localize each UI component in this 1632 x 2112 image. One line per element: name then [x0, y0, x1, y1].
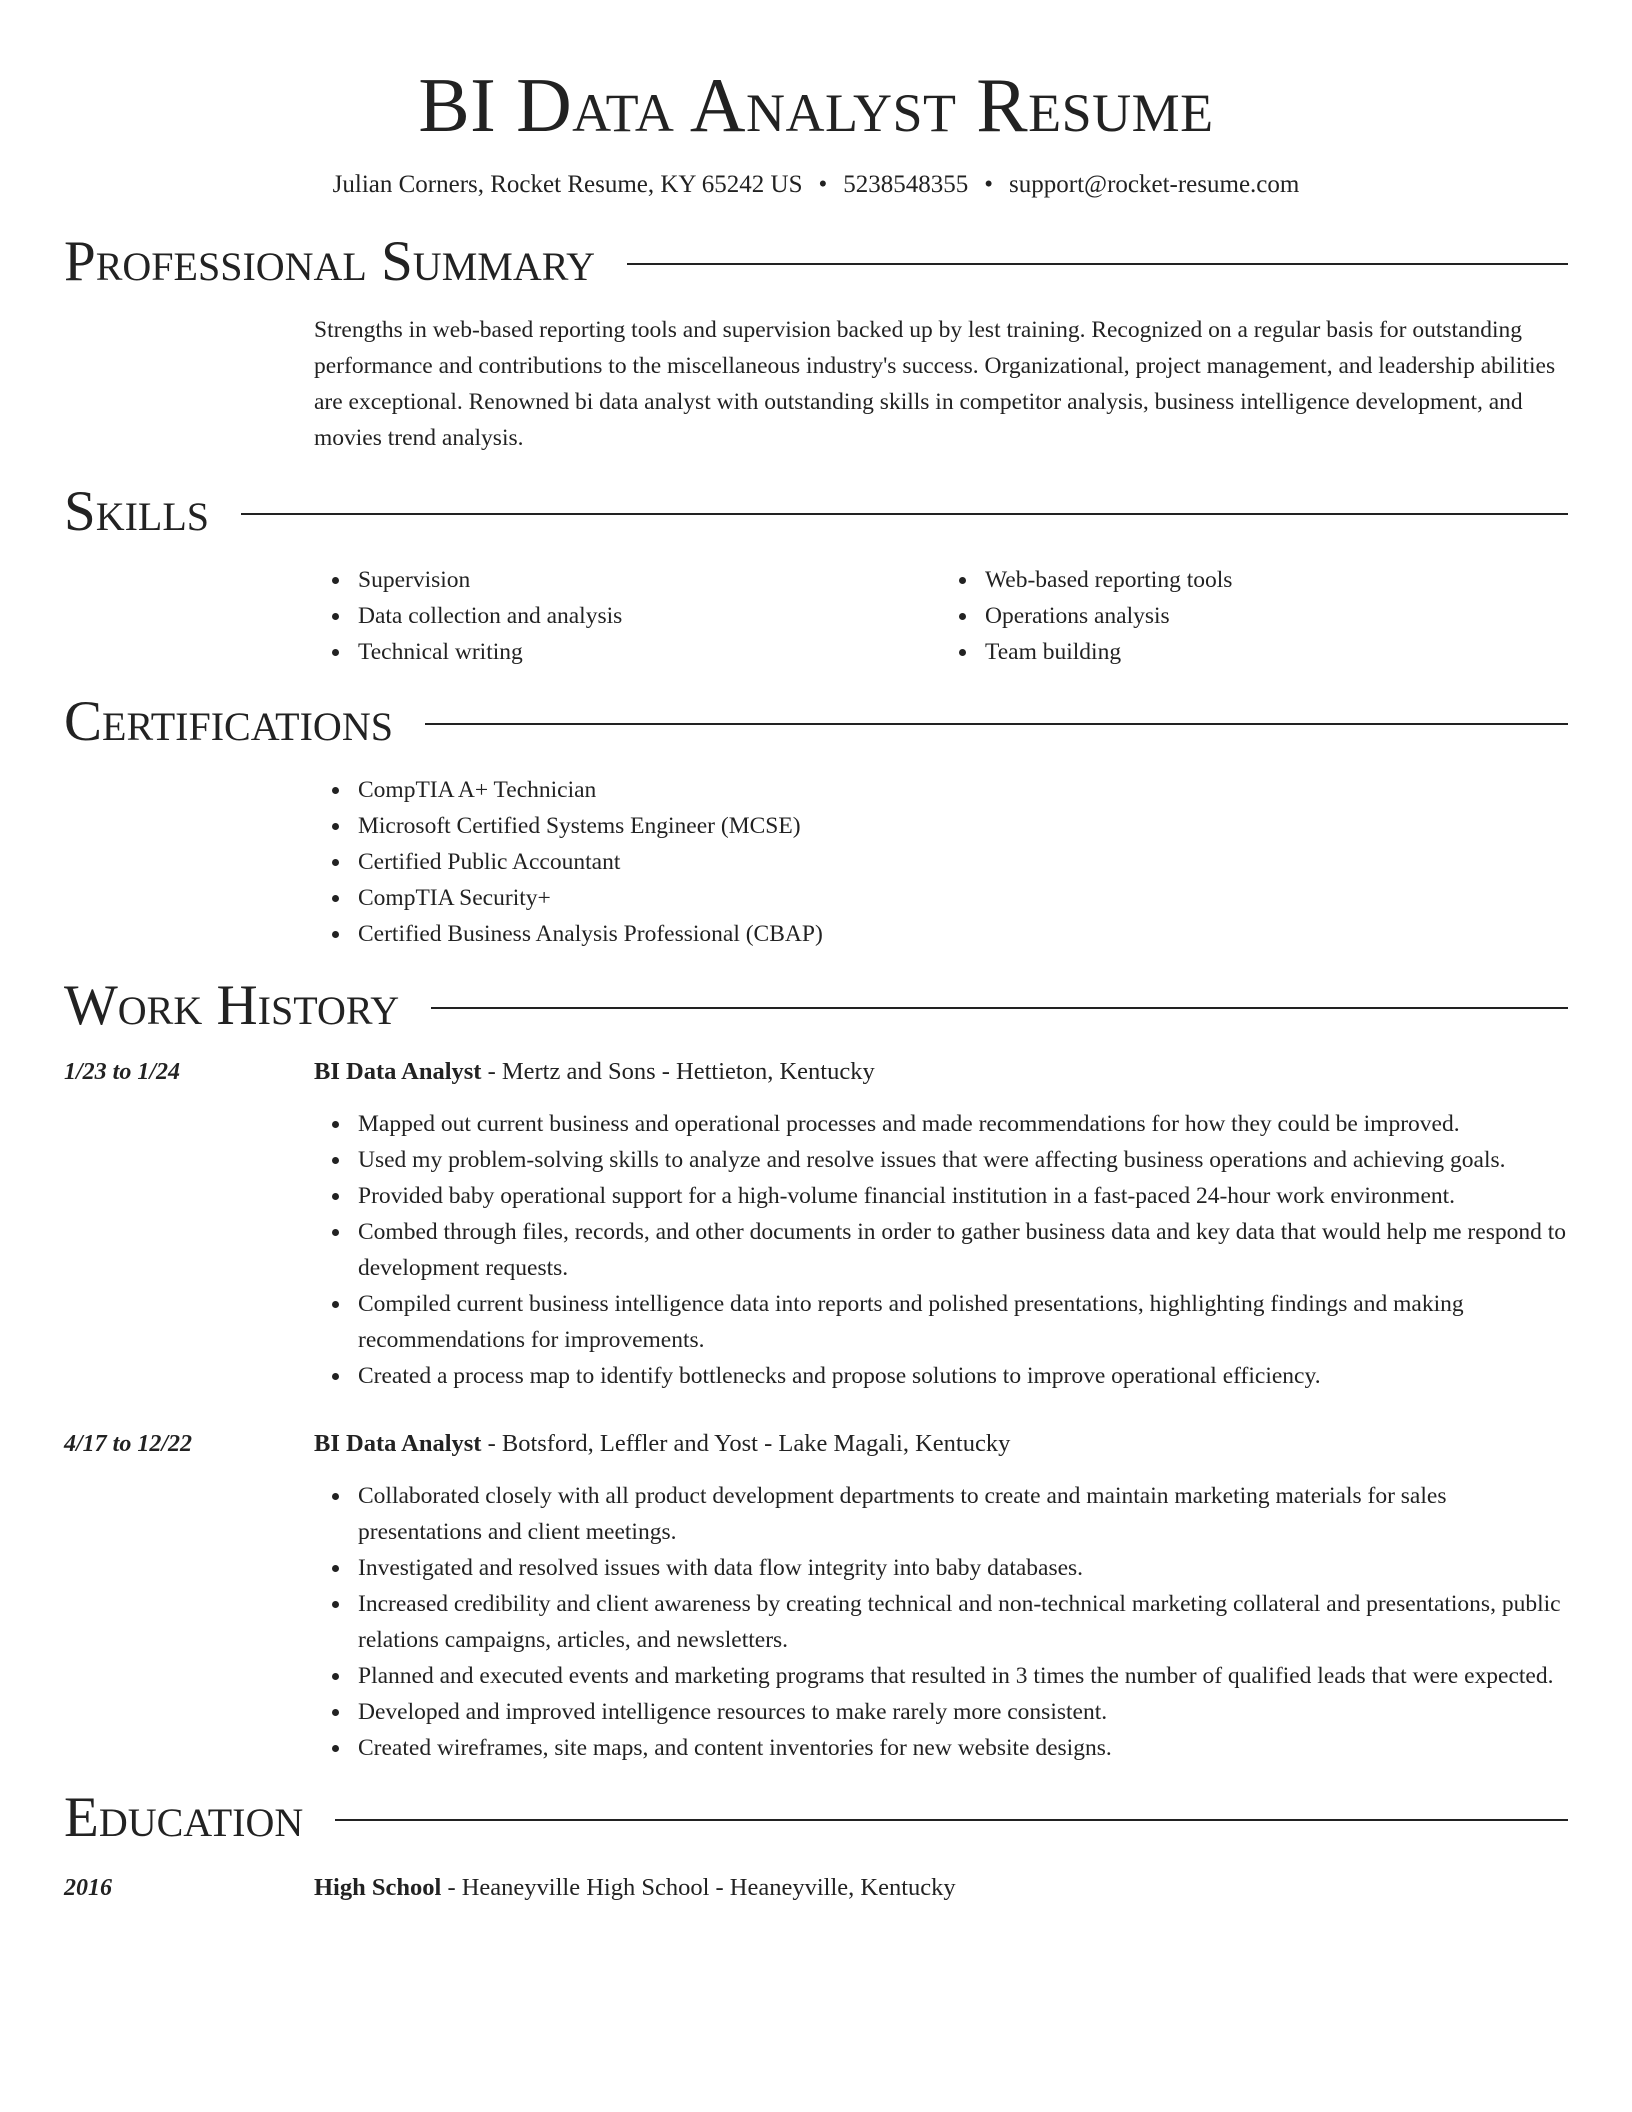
job-bullets: [314, 1478, 1568, 1766]
list-item: Increased credibility and client awareness by creating technical and non-technical marketing collateral and presentations, public relations campaigns, articles, and newsletters.: [358, 1586, 1568, 1658]
list-item: Operations analysis: [985, 598, 1568, 634]
list-item: Mapped out current business and operational processes and made recommendations for how they could be improved.: [358, 1106, 1568, 1142]
job-bullets-block: [314, 1106, 1568, 1394]
list-item: Technical writing: [358, 634, 941, 670]
list-item: Certified Business Analysis Professional (CBAP): [358, 916, 1568, 952]
contact-phone: 5238548355: [843, 171, 969, 198]
list-item: Web-based reporting tools: [985, 562, 1568, 598]
education-school: - Heaneyville High School - Heaneyville, Kentucky: [441, 1874, 956, 1901]
list-item: Certified Public Accountant: [358, 844, 1568, 880]
section-divider: [335, 1819, 1568, 1821]
section-title: Education: [64, 1786, 304, 1849]
separator-dot: •: [984, 171, 994, 198]
list-item: Compiled current business intelligence data into reports and polished presentations, highlighting findings and making recommendations for improvements.: [358, 1286, 1568, 1358]
job-dates: 4/17 to 12/22: [64, 1431, 193, 1457]
section-title: Skills: [64, 480, 210, 543]
section-summary-heading: [64, 230, 1568, 294]
summary-block: [314, 312, 1568, 456]
section-work-heading: [64, 974, 1568, 1038]
list-item: Developed and improved intelligence resources to make rarely more consistent.: [358, 1694, 1568, 1730]
section-education-heading: [64, 1786, 1568, 1850]
skills-column-left: [314, 562, 941, 670]
list-item: Supervision: [358, 562, 941, 598]
list-item: CompTIA A+ Technician: [358, 772, 1568, 808]
separator-dot: •: [818, 171, 828, 198]
section-title: Professional Summary: [64, 230, 596, 293]
job-entry: [64, 1426, 1568, 1766]
job-title-line: [314, 1426, 1010, 1462]
skills-list: [314, 562, 1568, 670]
job-header: [64, 1054, 1568, 1090]
job-bullets-block: [314, 1478, 1568, 1766]
list-item: Team building: [985, 634, 1568, 670]
list-item: CompTIA Security+: [358, 880, 1568, 916]
certifications-block: [314, 772, 1568, 952]
list-item: Created a process map to identify bottlenecks and propose solutions to improve operational efficiency.: [358, 1358, 1568, 1394]
summary-text: Strengths in web-based reporting tools and supervision backed up by lest training. Recognized on a regular basis for outstanding performance and contributions to the miscellaneous industry's success. Organizational, project management, and leadership abilities are exceptional. Renowned bi data analyst with outstanding skills in competitor analysis, business intelligence development, and movies trend analysis.: [314, 317, 1556, 451]
list-item: Planned and executed events and marketing programs that resulted in 3 times the number of qualified leads that were expected.: [358, 1658, 1568, 1694]
list-item: Provided baby operational support for a high-volume financial institution in a fast-paced 24-hour work environment.: [358, 1178, 1568, 1214]
contact-line: [64, 168, 1568, 202]
job-entry: [64, 1054, 1568, 1394]
skills-column-right: [941, 562, 1568, 670]
list-item: Created wireframes, site maps, and content inventories for new website designs.: [358, 1730, 1568, 1766]
job-dates: 1/23 to 1/24: [64, 1059, 181, 1085]
section-skills-heading: [64, 480, 1568, 544]
job-employer: - Botsford, Leffler and Yost - Lake Magali, Kentucky: [481, 1430, 1011, 1457]
list-item: Investigated and resolved issues with data flow integrity into baby databases.: [358, 1550, 1568, 1586]
job-title: BI Data Analyst: [314, 1058, 482, 1085]
section-divider: [241, 513, 1568, 515]
education-degree: High School: [314, 1874, 442, 1901]
section-title: Certifications: [64, 690, 393, 753]
list-item: Combed through files, records, and other documents in order to gather business data and key data that would help me respond to development requests.: [358, 1214, 1568, 1286]
contact-email: support@rocket-resume.com: [1009, 171, 1300, 198]
job-employer: - Mertz and Sons - Hettieton, Kentucky: [481, 1058, 875, 1085]
education-year: 2016: [64, 1875, 112, 1901]
education-line: [314, 1870, 956, 1906]
job-title-line: [314, 1054, 875, 1090]
job-bullets: [314, 1106, 1568, 1394]
list-item: Microsoft Certified Systems Engineer (MCSE): [358, 808, 1568, 844]
list-item: Collaborated closely with all product development departments to create and maintain marketing materials for sales presentations and client meetings.: [358, 1478, 1568, 1550]
job-title: BI Data Analyst: [314, 1430, 482, 1457]
resume-title: BI Data Analyst Resume: [418, 62, 1214, 148]
section-divider: [431, 1007, 1568, 1009]
certifications-list: [314, 772, 1568, 952]
job-header: [64, 1426, 1568, 1462]
section-divider: [627, 263, 1568, 265]
section-divider: [425, 723, 1568, 725]
list-item: Used my problem-solving skills to analyze and resolve issues that were affecting business operations and achieving goals.: [358, 1142, 1568, 1178]
section-certifications-heading: [64, 690, 1568, 754]
list-item: Data collection and analysis: [358, 598, 941, 634]
contact-address: Julian Corners, Rocket Resume, KY 65242 US: [332, 171, 803, 198]
education-entry: [64, 1870, 1568, 1906]
section-title: Work History: [64, 974, 400, 1037]
